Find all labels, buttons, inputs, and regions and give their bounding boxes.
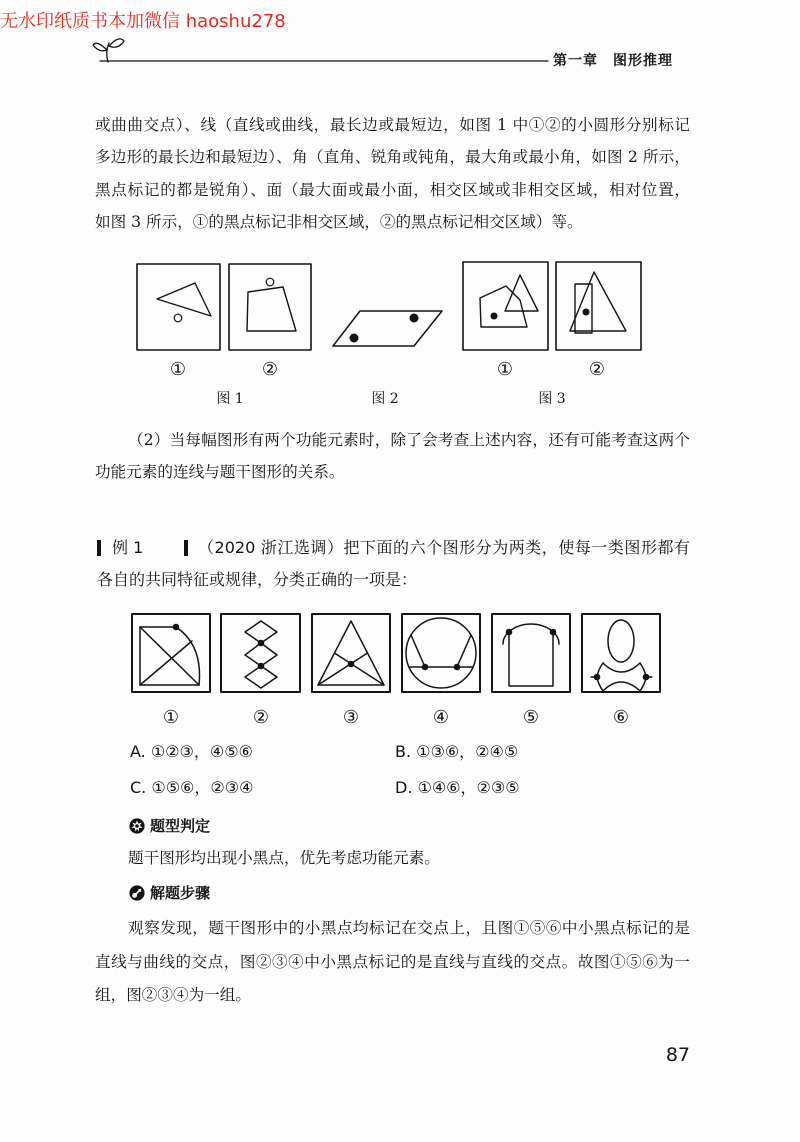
example-figure-label: ①	[162, 707, 180, 728]
example-marker-bar	[184, 540, 188, 556]
example-figure-4	[402, 614, 480, 692]
intro-line: 如图 3 所示，①的黑点标记非相交区域，②的黑点标记相交区域）等。	[95, 213, 583, 231]
black-dot	[410, 314, 419, 323]
chapter-title: 第一章 图形推理	[553, 53, 673, 69]
black-dot	[583, 309, 590, 316]
example-figure-3	[312, 614, 390, 692]
page-number: 87	[665, 1044, 690, 1066]
black-dot	[173, 624, 180, 631]
black-dot	[550, 629, 557, 636]
solution-steps-heading: 解题步骤	[150, 884, 211, 902]
figure-3-label-2: ②	[588, 359, 606, 380]
black-dot	[348, 661, 355, 668]
option-c: C. ①⑤⑥，②③④	[130, 778, 254, 797]
intro-line: 或曲曲交点）、线（直线或曲线，最长边或最短边，如图 1 中①②的小圆形分别标记	[95, 116, 690, 134]
pen-icon	[129, 885, 145, 901]
question-type-text: 题干图形均出现小黑点，优先考虑功能元素。	[128, 849, 440, 867]
option-b: B. ①③⑥，②④⑤	[395, 742, 519, 761]
example-figure-5	[492, 614, 570, 692]
black-dot	[594, 674, 601, 681]
question-type-heading: 题型判定	[150, 817, 211, 835]
solution-line: 组，图②③④为一组。	[95, 986, 251, 1004]
solution-line: 直线与曲线的交点，图②③④中小黑点标记的是直线与直线的交点。故图①⑤⑥为一	[95, 953, 690, 971]
black-dot	[258, 663, 265, 670]
small-circle-marker	[266, 278, 274, 286]
black-dot	[422, 664, 429, 671]
example-figure-2	[221, 614, 300, 692]
figure-3-panel-2	[556, 262, 641, 350]
example-figure-label: ⑤	[522, 707, 540, 728]
example-question-line: 各自的共同特征或规律，分类正确的一项是：	[97, 570, 418, 589]
gear-icon	[129, 818, 145, 834]
black-dot	[258, 640, 265, 647]
example-figure-label: ②	[252, 707, 270, 728]
figure-1-panel-1	[137, 264, 220, 350]
figure-1-label-1: ①	[169, 359, 187, 380]
figure-3-panel-1	[463, 262, 548, 350]
example-figure-label: ③	[342, 707, 360, 728]
option-a: A. ①②③，④⑤⑥	[130, 742, 253, 761]
black-dot	[454, 664, 461, 671]
figure-1-panel-2	[229, 264, 311, 350]
intro-line: 多边形的最长边和最短边）、角（直角、锐角或钝角，最大角或最小角，如图 2 所示，	[95, 148, 690, 166]
option-d: D. ①④⑥，②③⑤	[395, 778, 520, 797]
figure-3-caption: 图 3	[538, 391, 566, 407]
intro-line: 黑点标记的都是锐角）、面（最大面或最小面，相交区域或非相交区域，相对位置，	[95, 181, 690, 199]
example-marker-bar	[97, 540, 101, 556]
figure-2-parallelogram	[333, 311, 442, 346]
black-dot	[643, 674, 650, 681]
figure-1-caption: 图 1	[216, 391, 244, 407]
black-dot	[350, 334, 359, 343]
figure-3-label-1: ①	[496, 359, 514, 380]
figure-2-caption: 图 2	[371, 391, 399, 407]
paragraph-2-line: （2）当每幅图形有两个功能元素时，除了会考查上述内容，还有可能考查这两个	[128, 431, 690, 449]
example-figure-1	[132, 614, 210, 692]
sprout-icon	[93, 39, 124, 62]
example-figure-label: ④	[432, 707, 450, 728]
example-figure-label: ⑥	[612, 707, 630, 728]
solution-line: 观察发现，题干图形中的小黑点均标记在交点上，且图①⑤⑥中小黑点标记的是	[128, 919, 690, 937]
figure-1-label-2: ②	[261, 359, 279, 380]
watermark-text: 无水印纸质书本加微信 haoshu278	[0, 11, 286, 32]
paragraph-2-line: 功能元素的连线与题干图形的关系。	[95, 463, 345, 481]
example-figure-6	[582, 614, 660, 692]
small-circle-marker	[174, 314, 182, 322]
black-dot	[491, 313, 498, 320]
example-label: 例 1	[112, 538, 144, 557]
example-question-line: （2020 浙江选调）把下面的六个图形分为两类，使每一类图形都有	[198, 538, 690, 557]
black-dot	[506, 629, 513, 636]
